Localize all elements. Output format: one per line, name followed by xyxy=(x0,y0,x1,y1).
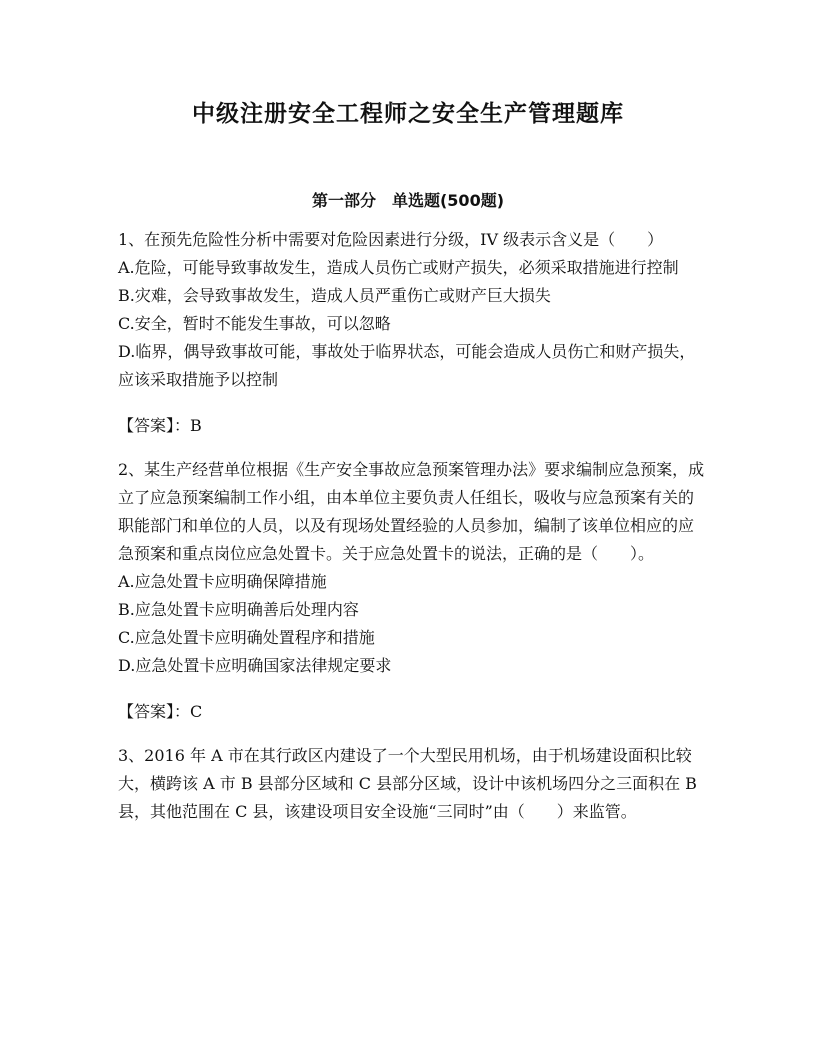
option-b: B.应急处置卡应明确善后处理内容 xyxy=(118,600,359,619)
question-stem: 1、在预先危险性分析中需要对危险因素进行分级，IV 级表示含义是（ ） xyxy=(118,230,664,249)
option-d: D.临界，偶导致事故可能，事故处于临界状态，可能会造成人员伤亡和财产损失，应该采取措施予以控制 xyxy=(118,342,696,389)
question-stem: 2、某生产经营单位根据《生产安全事故应急预案管理办法》要求编制应急预案，成立了应急预案编制工作小组，由本单位主要负责人任组长，吸收与应急预案有关的职能部门和单位的人员，以及有现场处置经验的人员参加，编制了该单位相应的应急预案和重点岗位应急处置卡。关于应急处置卡的说法，正确的是（ ）。 xyxy=(118,460,705,563)
question-2 xyxy=(118,456,708,680)
question-stem: 3、2016 年 A 市在其行政区内建设了一个大型民用机场，由于机场建设面积比较大，横跨该 A 市 B 县部分区域和 C 县部分区域，设计中该机场四分之三面积在 B 县，其他范围在 C 县，该建设项目安全设施“三同时”由（ ）来监管。 xyxy=(118,746,697,821)
option-d: D.应急处置卡应明确国家法律规定要求 xyxy=(118,656,392,675)
option-c: C.安全，暂时不能发生事故，可以忽略 xyxy=(118,314,391,333)
answer-1: 【答案】：B xyxy=(118,416,202,435)
question-3 xyxy=(118,742,708,826)
answer-2: 【答案】：C xyxy=(118,702,203,721)
option-b: B.灾难，会导致事故发生，造成人员严重伤亡或财产巨大损失 xyxy=(118,286,551,305)
question-list xyxy=(118,226,708,826)
question-1 xyxy=(118,226,708,394)
option-c: C.应急处置卡应明确处置程序和措施 xyxy=(118,628,375,647)
option-a: A.危险，可能导致事故发生，造成人员伤亡或财产损失，必须采取措施进行控制 xyxy=(118,258,679,277)
section-heading: 第一部分 单选题(500题) xyxy=(311,191,505,210)
option-a: A.应急处置卡应明确保障措施 xyxy=(118,572,327,591)
document-title: 中级注册安全工程师之安全生产管理题库 xyxy=(192,101,624,127)
